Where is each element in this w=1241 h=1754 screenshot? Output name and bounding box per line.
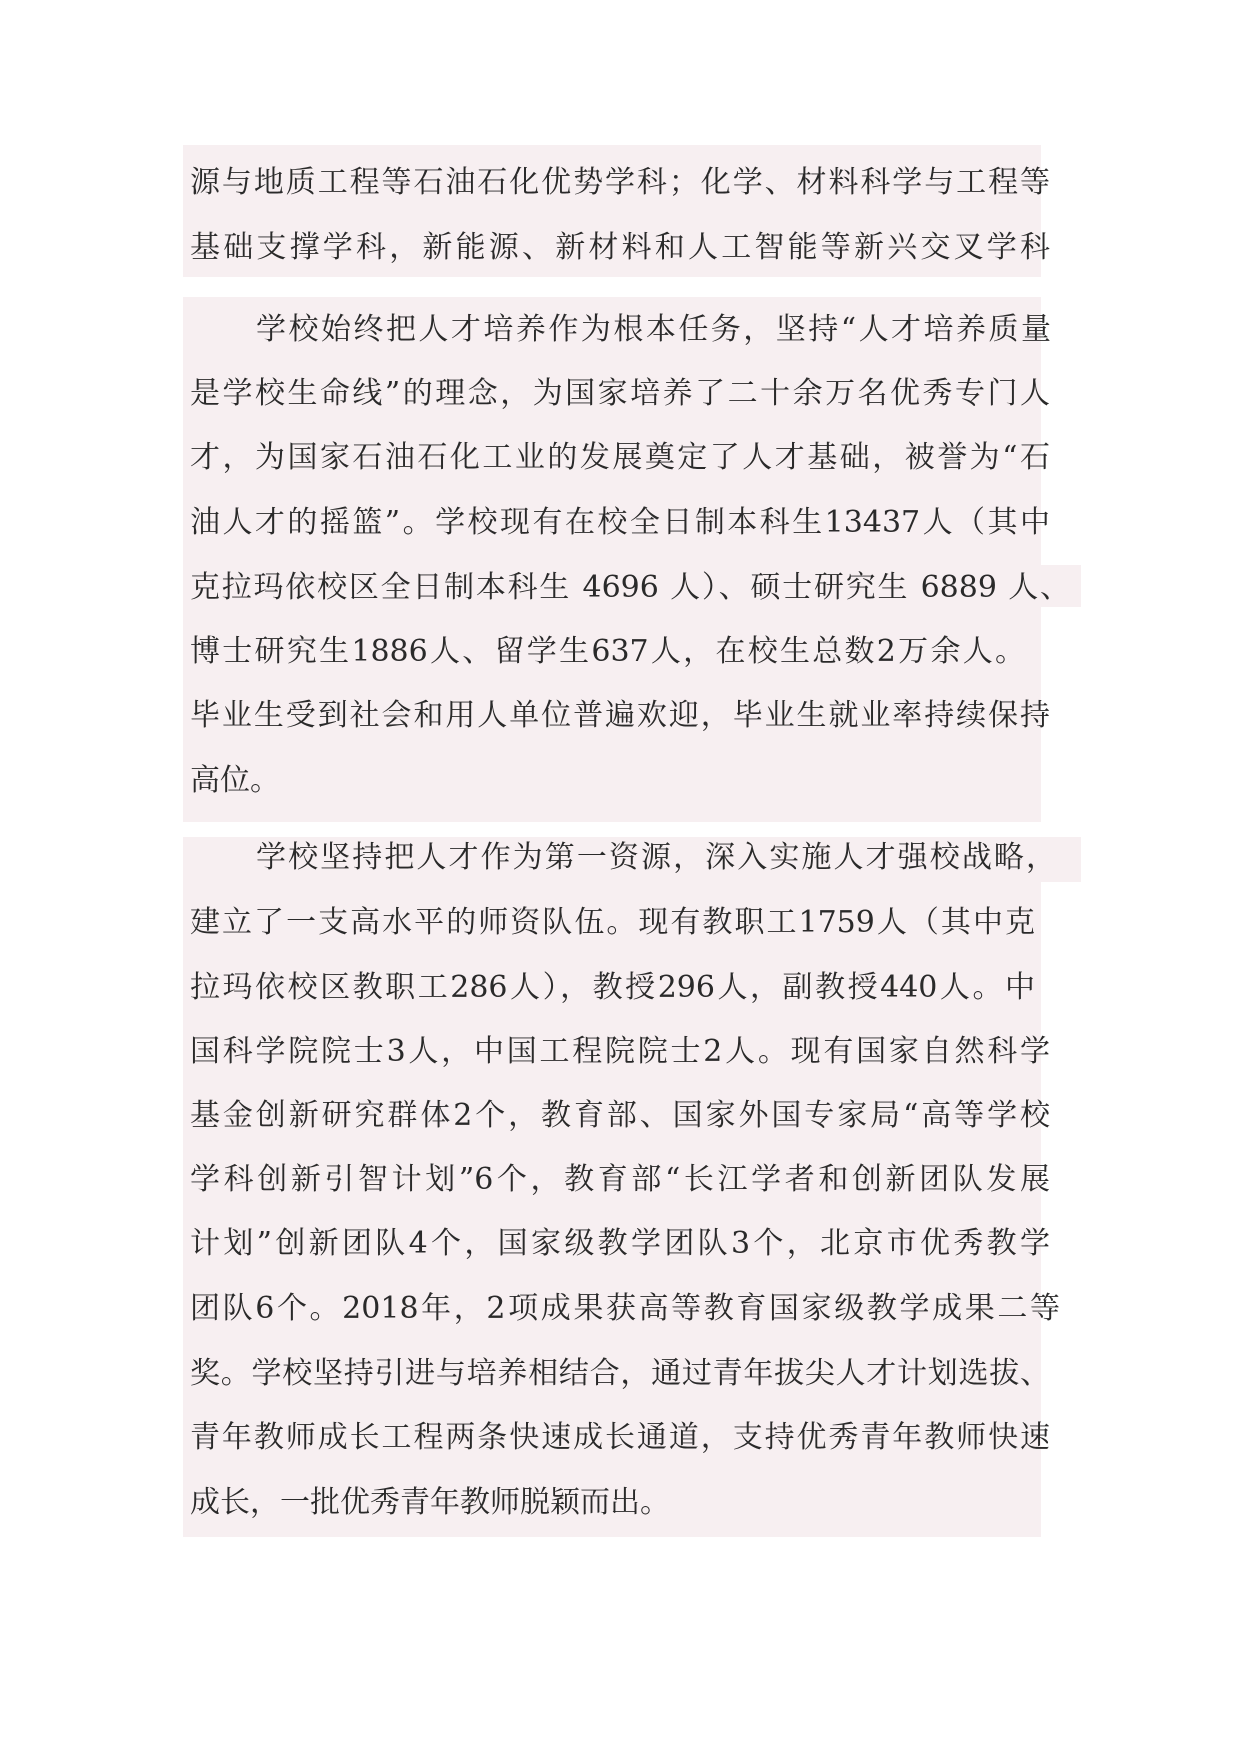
text-line: 学校始终把人才培养作为根本任务，坚持“人才培养质量 [256, 312, 1051, 347]
text-line: 基础支撑学科，新能源、新材料和人工智能等新兴交叉学科 [190, 230, 1050, 265]
text-line: 青年教师成长工程两条快速成长通道，支持优秀青年教师快速 [190, 1420, 1050, 1455]
text-line: 源与地质工程等石油石化优势学科；化学、材料科学与工程等 [190, 165, 1050, 200]
text-line: 高位。 [190, 763, 280, 798]
text-line: 是学校生命线”的理念，为国家培养了二十余万名优秀专门人 [190, 376, 1050, 411]
text-line: 建立了一支高水平的师资队伍。现有教职工1759人（其中克 [190, 905, 1035, 940]
text-line: 毕业生受到社会和用人单位普遍欢迎，毕业生就业率持续保持 [190, 698, 1050, 733]
text-line: 克拉玛依校区全日制本科生 4696 人）、硕士研究生 6889 人、 [190, 570, 1070, 605]
text-line: 才，为国家石油石化工业的发展奠定了人才基础，被誉为“石 [190, 440, 1050, 475]
text-line: 学校坚持把人才作为第一资源，深入实施人才强校战略， [256, 840, 1056, 875]
text-line: 拉玛依校区教职工286人），教授296人，副教授440人。中 [190, 970, 1035, 1005]
text-line: 成长，一批优秀青年教师脱颖而出。 [190, 1485, 670, 1520]
text-line: 油人才的摇篮”。学校现有在校全日制本科生13437人（其中 [190, 505, 1050, 540]
text-line: 国科学院院士3人，中国工程院院士2人。现有国家自然科学 [190, 1034, 1050, 1069]
text-line: 博士研究生1886人、留学生637人，在校生总数2万余人。 [190, 634, 1025, 669]
text-line: 基金创新研究群体2个，教育部、国家外国专家局“高等学校 [190, 1098, 1050, 1133]
text-line: 奖。学校坚持引进与培养相结合，通过青年拔尖人才计划选拔、 [190, 1356, 1050, 1391]
text-line: 计划”创新团队4个，国家级教学团队3个，北京市优秀教学 [190, 1226, 1050, 1261]
text-line: 团队6个。2018年，2项成果获高等教育国家级教学成果二等 [190, 1291, 1060, 1326]
text-line: 学科创新引智计划”6个，教育部“长江学者和创新团队发展 [190, 1162, 1050, 1197]
